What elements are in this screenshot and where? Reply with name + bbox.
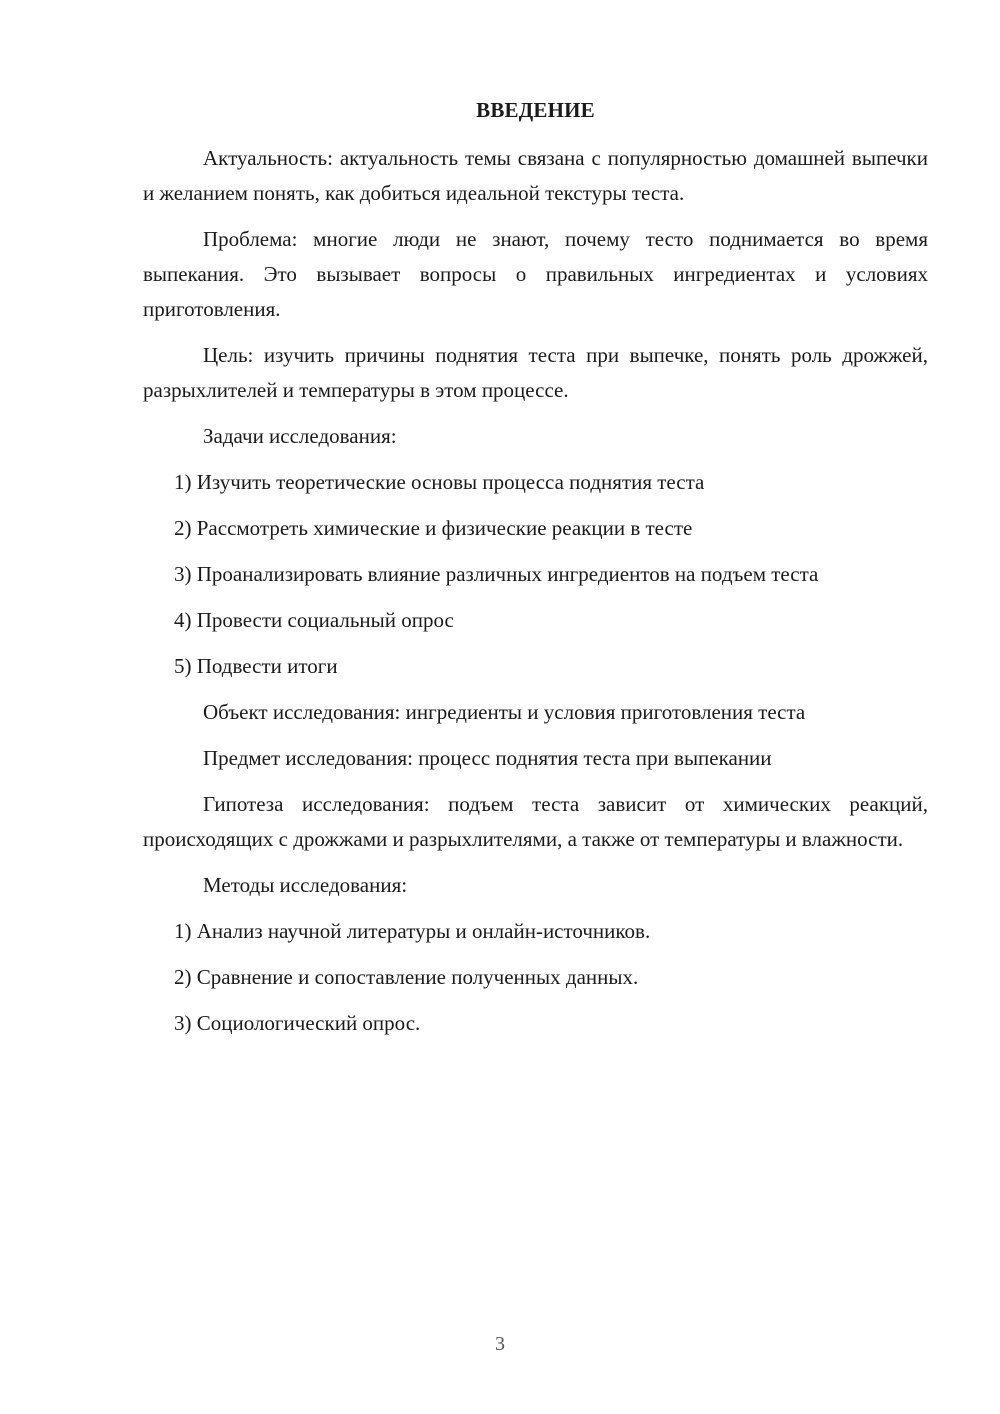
task-item-2: 2) Рассмотреть химические и физические реакции в тесте (174, 516, 693, 540)
document-page (143, 95, 928, 1052)
paragraph-subject: Предмет исследования: процесс поднятия теста при выпекании (203, 746, 772, 770)
method-item-2: 2) Сравнение и сопоставление полученных данных. (174, 965, 639, 989)
method-item-3: 3) Социологический опрос. (174, 1011, 421, 1035)
methods-heading: Методы исследования: (203, 873, 408, 897)
task-item-1: 1) Изучить теоретические основы процесса поднятия теста (174, 470, 705, 494)
task-item-5: 5) Подвести итоги (174, 654, 338, 678)
page-title: ВВЕДЕНИЕ (476, 98, 595, 122)
task-item-4: 4) Провести социальный опрос (174, 608, 454, 632)
paragraph-problem: Проблема: многие люди не знают, почему тесто поднимается во время выпекания. Это вызывает вопросы о правильных ингредиентах и условиях приготовления. (143, 227, 928, 321)
paragraph-relevance: Актуальность: актуальность темы связана с популярностью домашней выпечки и желанием понять, как добиться идеальной текстуры теста. (143, 146, 928, 205)
task-item-3: 3) Проанализировать влияние различных ингредиентов на подъем теста (174, 562, 819, 586)
paragraph-object: Объект исследования: ингредиенты и условия приготовления теста (203, 700, 806, 724)
tasks-heading: Задачи исследования: (203, 424, 397, 448)
method-item-1: 1) Анализ научной литературы и онлайн-источников. (174, 919, 651, 943)
paragraph-goal: Цель: изучить причины поднятия теста при выпечке, понять роль дрожжей, разрыхлителей и температуры в этом процессе. (143, 343, 928, 402)
paragraph-hypothesis: Гипотеза исследования: подъем теста зависит от химических реакций, происходящих с дрожжами и разрыхлителями, а также от температуры и влажности. (143, 792, 928, 851)
page-number: 3 (495, 1333, 505, 1355)
